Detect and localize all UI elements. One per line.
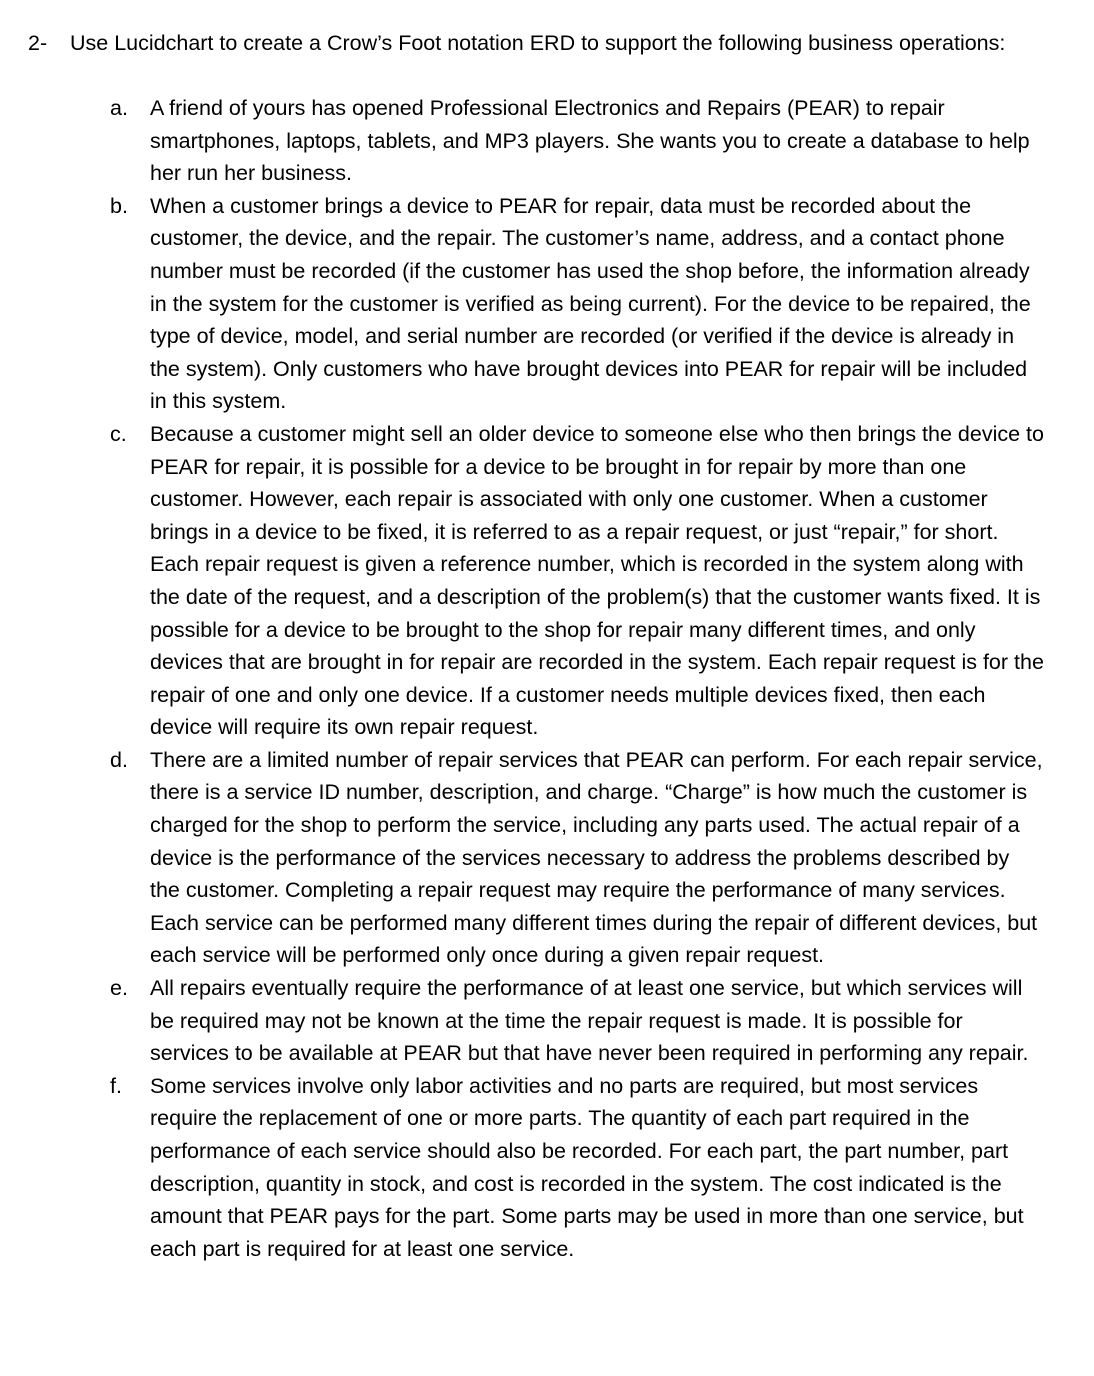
list-item-letter: c. xyxy=(110,421,127,446)
list-item-text: All repairs eventually require the performance of at least one service, but which services will be required may not be known at the time the repair request is made. It is possible for services to be available at PEAR but that have never been required in performing any repair. xyxy=(150,976,1029,1066)
list-item-letter: f. xyxy=(110,1073,122,1098)
list-item-letter: e. xyxy=(110,976,128,1001)
list-item-letter: a. xyxy=(110,96,128,120)
question-header xyxy=(28,27,1068,60)
list-item xyxy=(104,972,1044,1070)
question-number: 2- xyxy=(28,31,48,55)
list-item-letter: d. xyxy=(110,747,128,772)
list-item xyxy=(104,1070,1044,1266)
list-item-text: There are a limited number of repair services that PEAR can perform. For each repair service, there is a service ID number, description, and charge. “Charge” is how much the customer is charged for the shop to perform the service, including any parts used. The actual repair of a device is the performance of the services necessary to address the problems described by the customer. Completing a repair request may require the performance of many services. Each service can be performed many different times during the repair of different devices, but each service will be performed only once during a given repair request. xyxy=(150,747,1043,968)
list-item xyxy=(104,190,1044,418)
requirements-list xyxy=(104,92,1044,1265)
list-item-text: A friend of yours has opened Professional Electronics and Repairs (PEAR) to repair smartphones, laptops, tablets, and MP3 players. She wants you to create a database to help her run her business. xyxy=(150,96,1030,186)
list-item-text: When a customer brings a device to PEAR for repair, data must be recorded about the customer, the device, and the repair. The customer’s name, address, and a contact phone number must be recorded (if the customer has used the shop before, the information already in the system for the customer is verified as being current). For the device to be repaired, the type of device, model, and serial number are recorded (or verified if the device is already in the system). Only customers who have brought devices into PEAR for repair will be included in this system. xyxy=(150,193,1031,414)
list-item-text: Some services involve only labor activities and no parts are required, but most services require the replacement of one or more parts. The quantity of each part required in the performance of each service should also be recorded. For each part, the part number, part description, quantity in stock, and cost is recorded in the system. The cost indicated is the amount that PEAR pays for the part. Some parts may be used in more than one service, but each part is required for at least one service. xyxy=(150,1073,1024,1261)
list-item xyxy=(104,418,1044,744)
question-text: Use Lucidchart to create a Crow’s Foot notation ERD to support the following business operations: xyxy=(70,31,1006,55)
list-item-letter: b. xyxy=(110,193,128,218)
list-item xyxy=(104,744,1044,972)
list-item-text: Because a customer might sell an older device to someone else who then brings the device to PEAR for repair, it is possible for a device to be brought in for repair by more than one customer. However, each repair is associated with only one customer. When a customer brings in a device to be fixed, it is referred to as a repair request, or just “repair,” for short. Each repair request is given a reference number, which is recorded in the system along with the date of the request, and a description of the problem(s) that the customer wants fixed. It is possible for a device to be brought to the shop for repair many different times, and only devices that are brought in for repair are recorded in the system. Each repair request is for the repair of one and only one device. If a customer needs multiple devices fixed, then each device will require its own repair request. xyxy=(150,421,1044,740)
list-item xyxy=(104,92,1044,190)
